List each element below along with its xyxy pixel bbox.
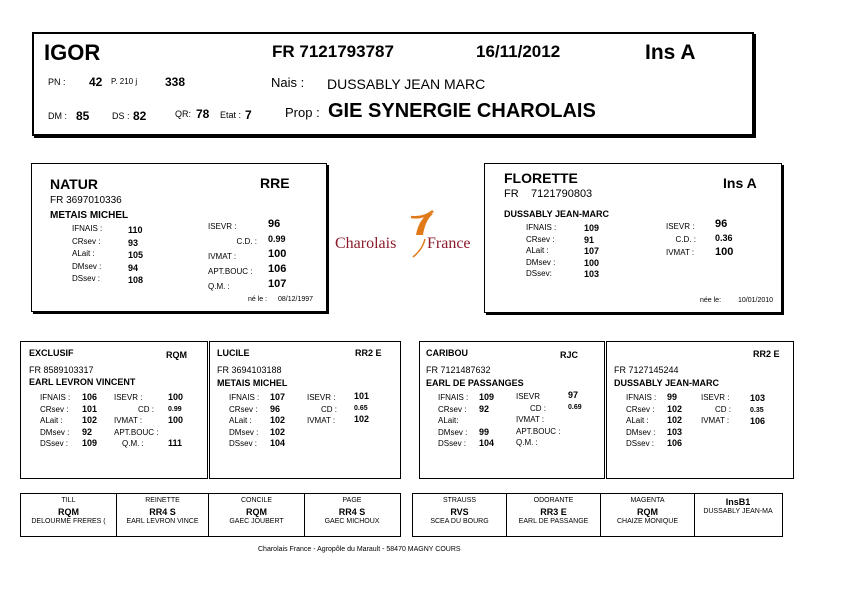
value: 106: [667, 438, 683, 448]
label: ALait:: [438, 416, 459, 425]
ggp-code: RQM: [637, 507, 658, 517]
value: 107: [268, 278, 287, 290]
etat-label: Etat :: [220, 110, 242, 120]
dam-owner: DUSSABLY JEAN-MARC: [504, 209, 610, 219]
etat-value: 7: [245, 108, 252, 122]
gp-right-values: [750, 393, 765, 428]
granddam-maternal-box: [606, 341, 794, 479]
sire-right-values: [268, 217, 286, 292]
gp-left-labels: [626, 392, 656, 450]
label: IVMAT :: [307, 416, 336, 425]
sire-left-values: [128, 224, 143, 287]
label: C.D. :: [675, 235, 696, 244]
dam-born-label: née le:: [700, 297, 722, 304]
ggp-code: RR4 S: [338, 507, 366, 517]
great-grandparents-left: [20, 493, 401, 537]
charolais-france-logo: [333, 205, 478, 260]
label: IFNAIS :: [438, 393, 469, 402]
sire-badge: RRE: [260, 175, 290, 191]
label: CRsev :: [438, 404, 467, 414]
value: 103: [667, 426, 683, 437]
label: CRsev :: [526, 234, 555, 244]
ggp-name: CONCILE: [240, 497, 273, 504]
label: ISEVR :: [208, 222, 237, 231]
label: IFNAIS :: [229, 393, 260, 402]
value: 106: [268, 263, 287, 275]
dam-id-prefix: FR: [504, 188, 519, 200]
label: CD :: [321, 404, 337, 414]
great-grandparents-right: [412, 493, 783, 537]
gp-id: FR 7121487632: [426, 365, 491, 375]
animal-name: IGOR: [44, 40, 101, 65]
ggp-owner: EARL LEVRON VINCE: [126, 518, 199, 525]
gp-name: CARIBOU: [426, 348, 468, 358]
ggp-name: REINETTE: [145, 497, 180, 504]
value: 111: [168, 438, 183, 448]
gp-owner: METAIS MICHEL: [217, 378, 288, 388]
ggp-owner: CHAIZE MONIQUE: [616, 518, 679, 525]
label: IFNAIS :: [526, 223, 557, 232]
gp-badge: RR2 E: [753, 349, 780, 359]
ds-label: DS :: [112, 111, 130, 121]
ggp-cell: [695, 494, 781, 536]
sire-born-label: né le :: [248, 296, 268, 303]
prop-label: Prop :: [285, 105, 320, 120]
value: [168, 427, 183, 439]
value: 102: [354, 414, 370, 424]
value: 106: [750, 416, 766, 426]
sire-owner: METAIS MICHEL: [50, 210, 129, 221]
label: CRsev :: [626, 404, 655, 414]
pn-label: PN :: [48, 77, 66, 87]
value: 104: [479, 438, 495, 448]
gp-id: FR 3694103188: [217, 365, 282, 375]
ggp-code: RQM: [246, 507, 267, 517]
value: 100: [715, 246, 734, 258]
label: ALait :: [40, 416, 63, 425]
dm-label: DM :: [48, 111, 67, 121]
value: 0.36: [715, 233, 733, 243]
gp-left-values: [270, 392, 285, 450]
ggp-name: PAGE: [342, 497, 362, 504]
gp-left-values: [479, 392, 494, 450]
label: DMsev :: [626, 427, 656, 437]
gp-id: FR 8589103317: [29, 365, 94, 375]
label: DMsev :: [526, 257, 556, 267]
ggp-owner: SCEA DU BOURG: [430, 518, 489, 525]
label: DSsev :: [72, 274, 101, 283]
gp-right-values: [568, 390, 582, 413]
label: Q.M. :: [208, 282, 230, 291]
value: 109: [584, 223, 600, 233]
label: IVMAT :: [666, 248, 695, 257]
value: 106: [82, 392, 98, 402]
gp-left-values: [667, 392, 682, 450]
label: CRsev :: [40, 404, 69, 414]
label: DSsev :: [626, 439, 655, 448]
animal-id: FR 7121793787: [272, 42, 394, 61]
ggp-name: TILL: [61, 497, 76, 504]
value: 96: [270, 403, 281, 414]
value: 99: [667, 392, 678, 402]
label: IVMAT :: [516, 415, 545, 424]
value: 0.99: [268, 234, 286, 244]
dam-born: 10/01/2010: [738, 297, 774, 304]
value: 94: [128, 262, 139, 273]
value: 110: [128, 225, 143, 235]
label: DMsev :: [438, 427, 468, 437]
ggp-name: MAGENTA: [630, 497, 665, 504]
ggp-cell: [21, 494, 117, 536]
ggp-cell: [601, 494, 695, 536]
animal-ins: Ins A: [645, 41, 696, 64]
value: 0.99: [168, 405, 182, 413]
label: APT.BOUC :: [516, 426, 561, 436]
label: DMsev :: [40, 427, 70, 437]
value: 102: [667, 415, 683, 425]
value: 102: [270, 415, 286, 425]
label: Q.M. :: [122, 439, 144, 448]
gp-left-values: [82, 392, 97, 450]
label: ALait :: [229, 416, 252, 425]
logo-word-france: France: [427, 235, 471, 252]
value: 107: [270, 392, 286, 402]
value: 93: [128, 237, 139, 248]
label: IFNAIS :: [626, 393, 657, 402]
label: DMsev :: [229, 427, 259, 437]
label: APT.BOUC :: [114, 427, 159, 437]
value: 91: [584, 234, 595, 245]
dam-right-values: [715, 217, 733, 259]
value: 103: [584, 269, 600, 279]
breeder-name: DUSSABLY JEAN MARC: [327, 76, 486, 92]
owner-name: GIE SYNERGIE CHAROLAIS: [328, 100, 596, 122]
label: DSsev :: [40, 439, 69, 448]
label: Q.M. :: [516, 438, 538, 447]
ggp-code: InsB1: [725, 497, 751, 507]
value: 105: [128, 250, 144, 260]
label: ALait :: [72, 249, 95, 258]
dam-left-values: [584, 223, 599, 281]
label: IVMAT :: [208, 252, 237, 261]
gp-badge: RR2 E: [355, 348, 382, 358]
dam-box: [484, 163, 782, 313]
value: 102: [270, 426, 286, 437]
label: ALait :: [626, 416, 649, 425]
gp-left-labels: [40, 392, 70, 450]
ggp-cell: [209, 494, 305, 536]
gp-id: FR 7127145244: [614, 365, 679, 375]
ds-value: 82: [133, 109, 147, 123]
ggp-owner: EARL DE PASSANGE: [518, 518, 589, 525]
label: ALait :: [526, 246, 549, 255]
p210-value: 338: [165, 75, 186, 89]
value: 0.35: [750, 406, 764, 414]
qr-value: 78: [196, 107, 210, 121]
gp-owner: EARL LEVRON VINCENT: [29, 377, 136, 387]
label: CRsev :: [229, 404, 258, 414]
value: 100: [168, 392, 184, 402]
value: 0.69: [568, 403, 582, 411]
gp-owner: DUSSABLY JEAN-MARC: [614, 378, 720, 388]
gp-right-labels: [307, 392, 337, 427]
value: 101: [82, 403, 98, 414]
gp-right-values: [354, 391, 369, 426]
value: 103: [750, 393, 766, 403]
sire-name: NATUR: [50, 176, 98, 192]
gp-name: EXCLUSIF: [29, 348, 74, 358]
value: 100: [268, 248, 287, 260]
value: 107: [584, 246, 600, 256]
pn-value: 42: [89, 75, 103, 89]
value: 101: [354, 391, 370, 401]
value: 109: [479, 392, 495, 402]
ggp-code: RQM: [58, 507, 79, 517]
dam-name: FLORETTE: [504, 170, 578, 186]
value: 96: [268, 218, 281, 230]
value: 0.65: [354, 404, 368, 412]
label: DSsev :: [229, 439, 258, 448]
label: IFNAIS :: [40, 393, 71, 402]
label: CD :: [530, 403, 546, 413]
grandsire-paternal-box: [20, 341, 208, 479]
dm-value: 85: [76, 109, 90, 123]
value: 102: [667, 403, 683, 414]
label: ISEVR :: [114, 393, 143, 402]
sire-id: FR 3697010336: [50, 195, 122, 206]
ggp-code: RR4 S: [149, 507, 176, 517]
ggp-owner: DELOURME FRERES (: [31, 518, 106, 525]
label: ISEVR :: [666, 222, 695, 231]
ggp-cell: [413, 494, 507, 536]
nais-label: Nais :: [271, 75, 305, 90]
value: 102: [82, 415, 98, 425]
animal-date: 16/11/2012: [476, 42, 561, 61]
ggp-cell: [305, 494, 399, 536]
logo-word-charolais: Charolais: [335, 235, 397, 252]
dam-right-labels: [666, 220, 696, 259]
footer-address: Charolais France - Agropôle du Marault - 58470 MAGNY COURS: [258, 546, 461, 553]
label: ISEVR :: [701, 393, 730, 402]
sire-left-labels: [72, 223, 102, 286]
label: ISEVR :: [307, 393, 336, 402]
gp-name: LUCILE: [217, 348, 250, 358]
label: CRsev :: [72, 236, 101, 246]
sire-right-labels: [208, 219, 257, 294]
value: 92: [479, 403, 490, 414]
value: 92: [82, 426, 93, 437]
gp-badge: RQM: [166, 350, 187, 360]
value: [479, 415, 494, 427]
ggp-code: RR3 E: [540, 507, 567, 517]
value: 100: [584, 257, 600, 268]
ggp-name: ODORANTE: [533, 497, 574, 504]
gp-left-labels: [229, 392, 259, 450]
label: DMsev :: [72, 261, 102, 271]
label: DSsev :: [438, 439, 467, 448]
ggp-owner: GAEC JOUBERT: [229, 518, 284, 525]
label: IFNAIS :: [72, 224, 103, 233]
value: 96: [715, 218, 728, 230]
p210-label: P. 210 j: [111, 77, 138, 86]
gp-right-labels: [516, 391, 561, 449]
granddam-paternal-box: [209, 341, 401, 479]
ggp-owner: DUSSABLY JEAN-MA: [703, 508, 773, 515]
label: CD :: [715, 404, 731, 414]
label: DSsev:: [526, 269, 552, 278]
gp-right-values: [168, 392, 183, 450]
label: IVMAT :: [114, 416, 143, 425]
gp-left-labels: [438, 392, 468, 450]
qr-label: QR:: [175, 109, 192, 119]
value: 99: [479, 426, 490, 437]
gp-right-labels: [701, 392, 731, 427]
value: 104: [270, 438, 286, 448]
dam-left-labels: [526, 222, 556, 280]
ggp-name: STRAUSS: [442, 497, 477, 504]
label: ISEVR: [516, 392, 541, 401]
sire-box: [31, 163, 327, 312]
ggp-owner: GAEC MICHOUX: [324, 518, 380, 525]
label: APT.BOUC :: [208, 267, 253, 276]
label: CD :: [138, 404, 154, 414]
grandsire-maternal-box: [419, 341, 605, 479]
ggp-cell: [117, 494, 209, 536]
value: 100: [168, 415, 184, 425]
value: 109: [82, 438, 98, 448]
label: IVMAT :: [701, 416, 730, 425]
value: 97: [568, 390, 579, 400]
label: C.D. :: [236, 237, 257, 246]
dam-id: 7121790803: [531, 188, 593, 200]
gp-owner: EARL DE PASSANGES: [426, 378, 524, 388]
gp-right-labels: [114, 392, 159, 450]
dam-badge: Ins A: [723, 175, 757, 191]
main-animal-box: [32, 32, 754, 136]
gp-badge: RJC: [560, 350, 579, 360]
sire-born: 08/12/1997: [278, 296, 314, 303]
ggp-cell: [507, 494, 601, 536]
value: 108: [128, 275, 144, 285]
ggp-code: RVS: [450, 507, 469, 517]
